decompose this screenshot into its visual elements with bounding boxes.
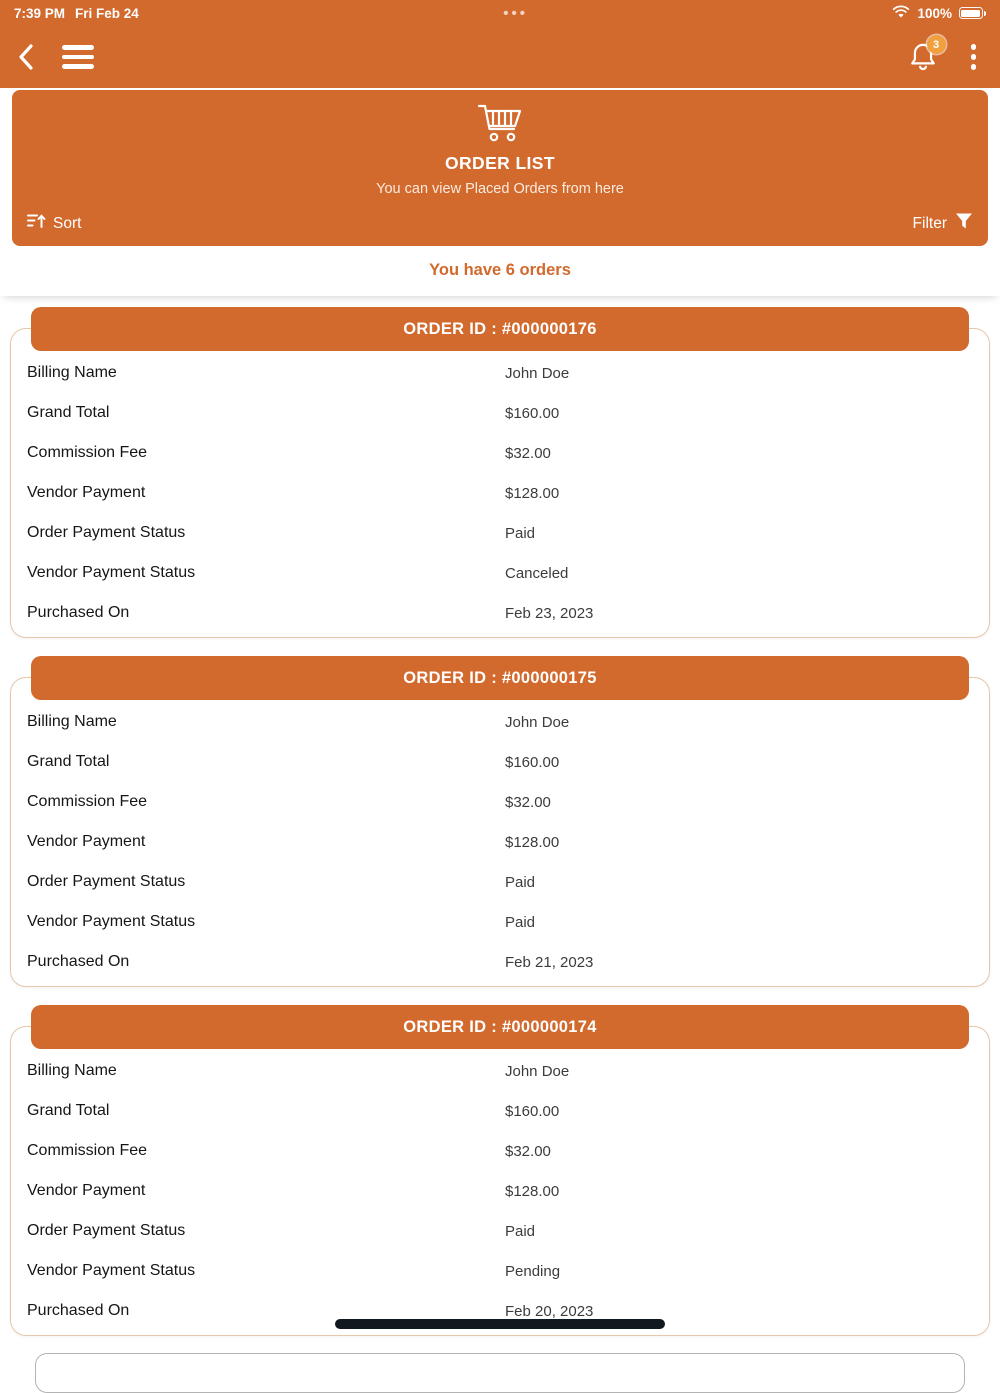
order-row-value: John Doe	[505, 713, 570, 731]
order-row	[11, 1131, 989, 1171]
order-id-header[interactable]: ORDER ID : #000000175	[31, 656, 969, 700]
battery-percent: 100%	[917, 5, 952, 21]
order-rows	[11, 700, 989, 986]
order-row-label: Vendor Payment Status	[27, 564, 196, 581]
order-card	[10, 319, 990, 638]
next-order-card-partial[interactable]	[35, 1353, 965, 1393]
order-row	[11, 393, 989, 433]
order-row	[11, 702, 989, 742]
filter-icon	[954, 211, 974, 236]
overflow-menu-button[interactable]	[965, 42, 983, 72]
order-card	[10, 1017, 990, 1336]
order-row-value: Paid	[505, 873, 536, 891]
order-row-value: John Doe	[505, 364, 570, 382]
wifi-icon	[892, 5, 910, 22]
order-row-value: Feb 23, 2023	[505, 604, 594, 622]
order-row-label: Grand Total	[27, 753, 110, 770]
order-row-value: Paid	[505, 913, 536, 931]
order-id-header[interactable]: ORDER ID : #000000176	[31, 307, 969, 351]
menu-icon[interactable]	[62, 45, 94, 69]
order-row	[11, 902, 989, 942]
orders-count-text: You have 6 orders	[0, 246, 1000, 296]
order-row-value: $128.00	[505, 484, 560, 502]
back-button[interactable]	[18, 43, 42, 71]
filter-button[interactable]	[913, 211, 974, 236]
order-row-value: $160.00	[505, 753, 560, 771]
order-row-label: Billing Name	[27, 1062, 117, 1079]
order-row-value: $160.00	[505, 404, 560, 422]
order-row-value: $32.00	[505, 793, 551, 811]
order-row-label: Commission Fee	[27, 444, 148, 461]
order-row-value: Feb 21, 2023	[505, 953, 594, 971]
order-row	[11, 593, 989, 633]
order-row	[11, 862, 989, 902]
order-row	[11, 553, 989, 593]
order-row-value: $128.00	[505, 833, 560, 851]
notifications-button[interactable]	[909, 38, 940, 72]
order-row-label: Vendor Payment Status	[27, 1262, 196, 1279]
sort-button[interactable]	[26, 211, 81, 236]
status-date: Fri Feb 24	[75, 5, 139, 21]
order-row-value: Paid	[505, 524, 536, 542]
order-row-label: Vendor Payment	[27, 1182, 146, 1199]
order-row-value: Canceled	[505, 564, 569, 582]
status-left	[14, 6, 139, 21]
cart-icon	[476, 102, 524, 149]
order-row-value: John Doe	[505, 1062, 570, 1080]
order-card	[10, 668, 990, 987]
order-row-label: Order Payment Status	[27, 524, 186, 541]
order-row-label: Commission Fee	[27, 1142, 148, 1159]
status-right	[892, 5, 986, 22]
nav-bar	[0, 26, 1000, 88]
order-row-label: Purchased On	[27, 1302, 130, 1319]
top-chrome	[0, 0, 1000, 88]
order-row	[11, 742, 989, 782]
multitask-dots: •••	[503, 4, 529, 22]
filter-label: Filter	[912, 214, 947, 232]
battery-icon	[959, 7, 986, 19]
status-bar	[0, 0, 1000, 26]
order-row-label: Purchased On	[27, 953, 130, 970]
page-title: ORDER LIST	[445, 153, 555, 173]
status-time: 7:39 PM	[14, 5, 66, 21]
order-list-header-card	[12, 90, 988, 246]
order-row-label: Vendor Payment	[27, 833, 146, 850]
order-row-label: Purchased On	[27, 604, 130, 621]
order-row-label: Vendor Payment Status	[27, 913, 196, 930]
page-subtitle: You can view Placed Orders from here	[376, 181, 624, 197]
sort-icon	[26, 211, 46, 236]
order-row-value: Paid	[505, 1222, 536, 1240]
order-row-label: Billing Name	[27, 713, 117, 730]
order-row	[11, 353, 989, 393]
order-list	[0, 319, 1000, 1336]
order-id-header[interactable]: ORDER ID : #000000174	[31, 1005, 969, 1049]
sort-label: Sort	[53, 214, 82, 232]
order-row-label: Grand Total	[27, 1102, 110, 1119]
order-row	[11, 433, 989, 473]
order-row-label: Order Payment Status	[27, 873, 186, 890]
order-row	[11, 1091, 989, 1131]
order-row	[11, 513, 989, 553]
order-row-label: Grand Total	[27, 404, 110, 421]
order-row-value: Pending	[505, 1262, 561, 1280]
order-row	[11, 1051, 989, 1091]
home-indicator[interactable]	[335, 1319, 665, 1329]
order-row	[11, 782, 989, 822]
order-row-label: Billing Name	[27, 364, 117, 381]
order-row-label: Order Payment Status	[27, 1222, 186, 1239]
order-row-value: Feb 20, 2023	[505, 1302, 594, 1320]
order-row	[11, 473, 989, 513]
order-row-value: $32.00	[505, 444, 551, 462]
order-row	[11, 822, 989, 862]
order-row-value: $32.00	[505, 1142, 551, 1160]
order-row-label: Vendor Payment	[27, 484, 146, 501]
order-row	[11, 1251, 989, 1291]
order-row-label: Commission Fee	[27, 793, 148, 810]
order-row-value: $160.00	[505, 1102, 560, 1120]
order-rows	[11, 351, 989, 637]
notification-badge: 3	[927, 35, 946, 54]
order-row-value: $128.00	[505, 1182, 560, 1200]
order-rows	[11, 1049, 989, 1335]
order-row	[11, 1171, 989, 1211]
order-row	[11, 1211, 989, 1251]
order-row	[11, 942, 989, 982]
